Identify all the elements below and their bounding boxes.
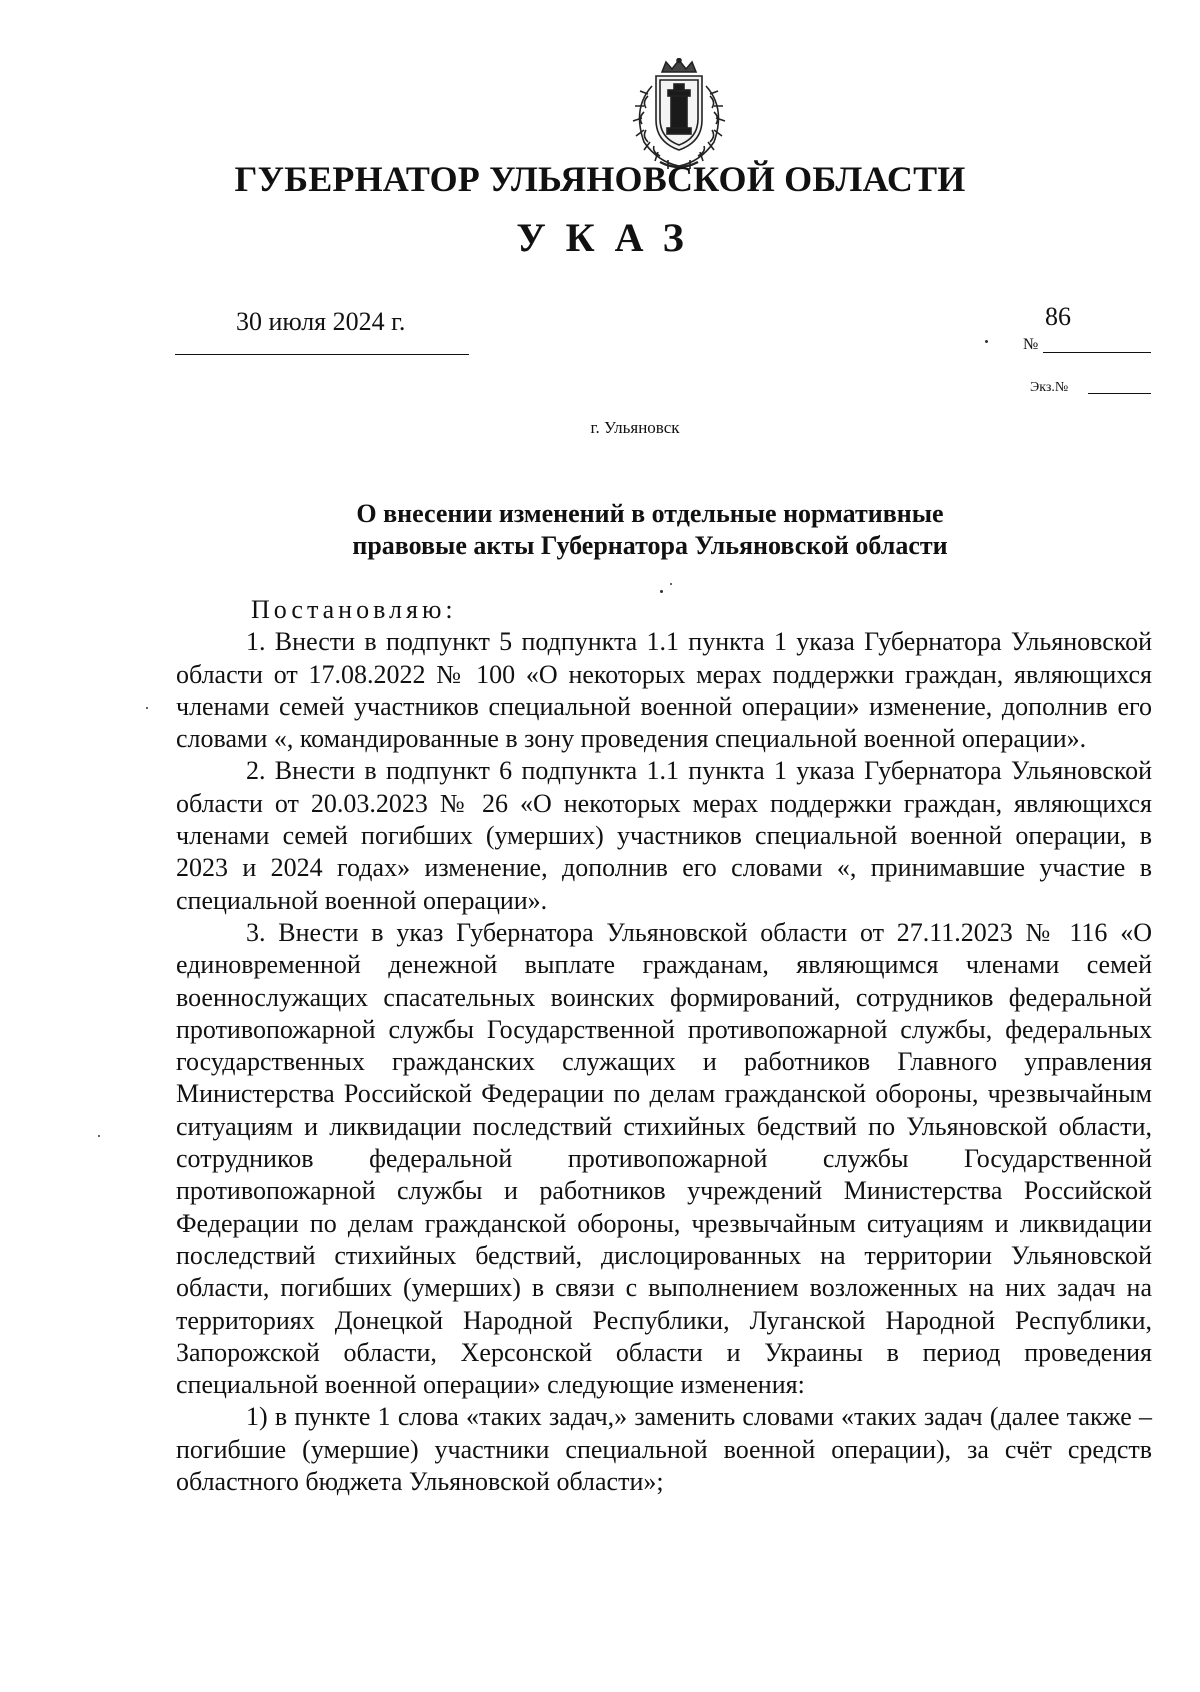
number-label: № <box>1023 336 1039 353</box>
scan-speck <box>98 1135 100 1137</box>
copy-number-underline <box>1088 393 1151 394</box>
scan-speck <box>670 583 672 585</box>
scan-speck <box>985 340 988 343</box>
preamble: Постановляю: <box>251 595 457 624</box>
scan-speck <box>660 590 663 593</box>
decree-body <box>176 594 1152 1498</box>
paragraph-3: 3. Внести в указ Губернатора Ульяновской области от 27.11.2023 № 116 «О единовременной денежной выплате гражданам, являющимся членами семей военнослужащих спасательных воинских формирований, сотрудников федеральной противопожарной службы Государственной противопожарной службы, федеральных государственных гражданских служащих и работников Главного управления Министерства Российской Федерации по делам гражданской обороны, чрезвычайным ситуациям и ликвидации последствий стихийных бедствий по Ульяновской области, сотрудников федеральной противопожарной службы Государственной противопожарной службы и работников учреждений Министерства Российской Федерации по делам гражданской обороны, чрезвычайным ситуациям и ликвидации последствий стихийных бедствий, дислоцированных на территории Ульяновской области, погибших (умерших) в связи с выполнением возложенных на них задач на территориях Донецкой Народной Республики, Луганской Народной Республики, Запорожской области, Херсонской области и Украины в период проведения специальной военной операции» следующие изменения: <box>176 917 1152 1400</box>
paragraph-2: 2. Внести в подпункт 6 подпункта 1.1 пункта 1 указа Губернатора Ульяновской области от 20.03.2023 № 26 «О некоторых мерах поддержки граждан, являющихся членами семей погибших (умерших) участников специальной военной операции, в 2023 и 2024 годах» изменение, дополнив его словами «, принимавшие участие в специальной военной операции». <box>176 756 1152 915</box>
decree-number: 86 <box>1045 302 1071 331</box>
city: г. Ульяновск <box>590 418 680 437</box>
copy-number-label: Экз.№ <box>1030 380 1069 395</box>
date-underline <box>175 354 469 355</box>
scan-speck <box>146 707 148 709</box>
subparagraph-3-1: 1) в пункте 1 слова «таких задач,» заменить словами «таких задач (далее также – погибшие (умершие) участники специальной военной операции), за счёт средств областного бюджета Ульяновской области»; <box>176 1402 1152 1497</box>
number-underline <box>1043 352 1151 353</box>
decree-subject <box>300 498 1000 562</box>
paragraph-1: 1. Внести в подпункт 5 подпункта 1.1 пункта 1 указа Губернатора Ульяновской области от 17.08.2022 № 100 «О некоторых мерах поддержки граждан, являющихся членами семей участников специальной военной операции» изменение, дополнив его словами «, командированные в зону проведения специальной военной операции». <box>176 627 1152 754</box>
coat-of-arms-icon <box>622 58 736 174</box>
issuing-authority: ГУБЕРНАТОР УЛЬЯНОВСКОЙ ОБЛАСТИ <box>234 159 966 199</box>
document-type: УКАЗ <box>516 215 704 260</box>
subject-line: правовые акты Губернатора Ульяновской области <box>352 531 948 560</box>
subject-line: О внесении изменений в отдельные нормативные <box>356 499 944 528</box>
decree-date: 30 июля 2024 г. <box>236 307 406 336</box>
